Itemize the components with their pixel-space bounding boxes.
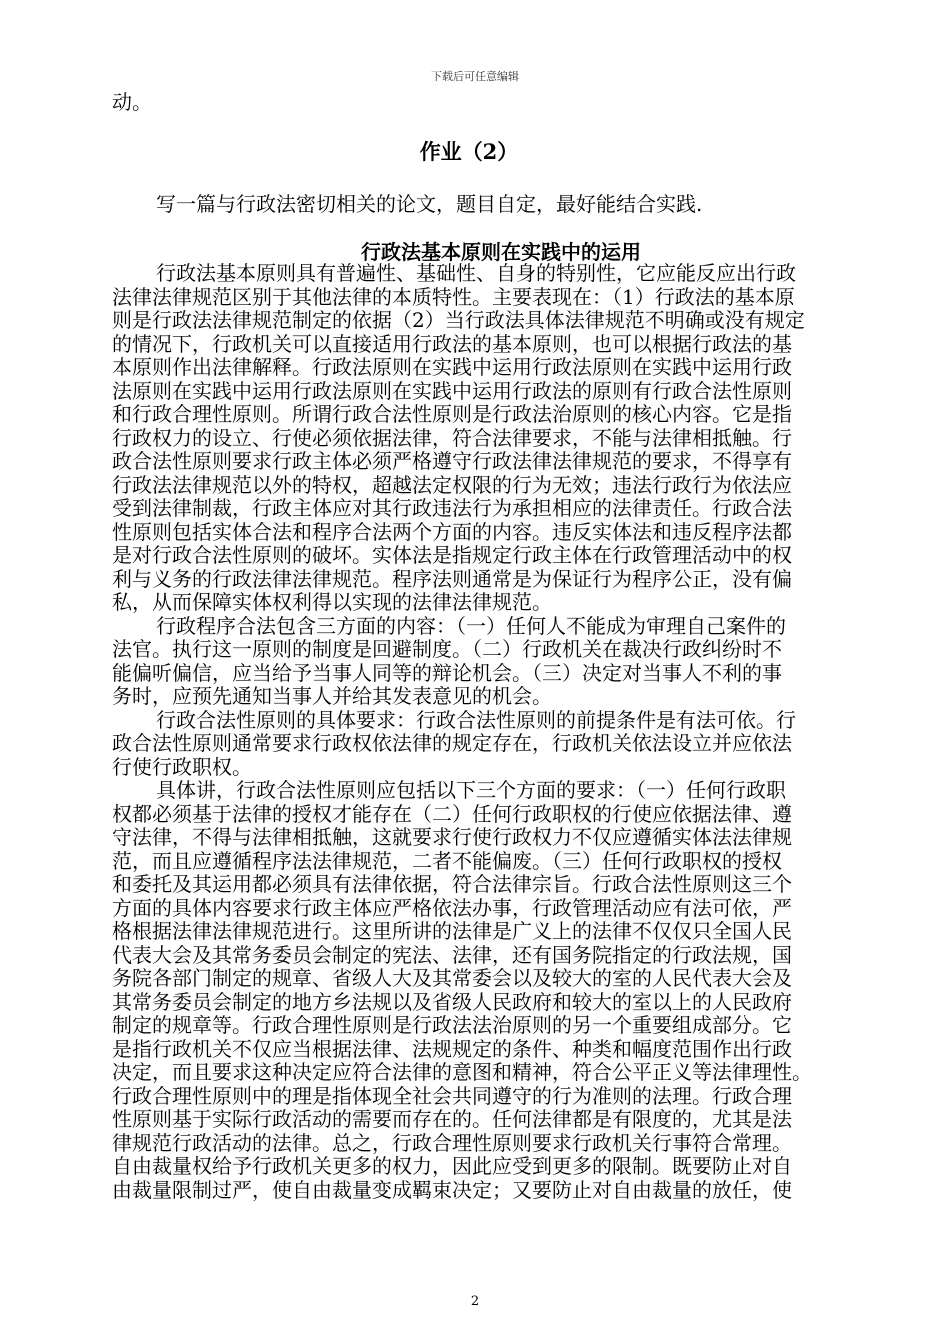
paragraph-line: 性原则包括实体合法和程序合法两个方面的内容。违反实体法和违反程序法都 — [112, 520, 792, 544]
paragraph-line: 其常务委员会制定的地方乡法规以及省级人民政府和较大的室以上的人民政府 — [112, 990, 792, 1014]
paragraph-line: 自由裁量权给予行政机关更多的权力，因此应受到更多的限制。既要防止对自 — [112, 1155, 792, 1178]
paragraph-line: 本原则作出法律解释。行政法原则在实践中运用行政法原则在实践中运用行政 — [112, 356, 792, 379]
paragraph-line: 代表大会及其常务委员会制定的宪法、法律，还有国务院指定的行政法规，国 — [112, 943, 792, 967]
paragraph-line: 是指行政机关不仅应当根据法律、法规规定的条件、种类和幅度范围作出行政 — [112, 1037, 792, 1061]
paragraph-line: 行使行政职权。 — [112, 755, 252, 779]
paragraph-line: 受到法律制裁，行政主体应对其行政违法行为承担相应的法律责任。行政合法 — [112, 497, 792, 520]
assignment-text: 写一篇与行政法密切相关的论文，题目自定，最好能结合实践. — [156, 192, 703, 216]
paragraph-line: 法官。执行这一原则的制度是回避制度。（二）行政机关在裁决行政纠纷时不 — [112, 638, 782, 661]
essay-body — [112, 262, 884, 1202]
page-number: 2 — [470, 1294, 480, 1309]
paragraph-line: 制定的规章等。行政合理性原则是行政法法治原则的另一个重要组成部分。它 — [112, 1014, 792, 1037]
paragraph-line: 私，从而保障实体权利得以实现的法律法律规范。 — [112, 591, 552, 614]
section-heading: 作业（2） — [419, 139, 519, 164]
paragraph-line: 务时，应预先通知当事人并给其发表意见的机会。 — [112, 685, 552, 708]
paragraph-line: 法律法律规范区别于其他法律的本质特性。主要表现在：（1）行政法的基本原 — [112, 285, 795, 309]
paragraph-line: 利与义务的行政法律法律规范。程序法则通常是为保证行为程序公正，没有偏 — [112, 567, 792, 591]
paragraph-line: 行政程序合法包含三方面的内容：（一）任何人不能成为审理自己案件的 — [156, 614, 786, 638]
paragraph-line: 政合法性原则通常要求行政权依法律的规定存在，行政机关依法设立并应依法 — [112, 732, 792, 755]
paragraph-line: 守法律，不得与法律相抵触，这就要求行使行政权力不仅应遵循实体法法律规 — [112, 826, 792, 849]
paragraph-line: 行政法法律规范以外的特权，超越法定权限的行为无效；违法行政行为依法应 — [112, 473, 792, 497]
paragraph-line: 范，而且应遵循程序法法律规范，二者不能偏废。（三）任何行政职权的授权 — [112, 849, 782, 873]
paragraph-line: 行政权力的设立、行使必须依据法律，符合法律要求，不能与法律相抵触。行 — [112, 426, 792, 450]
paragraph-line: 法原则在实践中运用行政法原则在实践中运用行政法的原则有行政合法性原则 — [112, 379, 792, 403]
paragraph-line: 务院各部门制定的规章、省级人大及其常委会以及较大的室的人民代表大会及 — [112, 967, 792, 990]
paragraph-line: 则是行政法法律规范制定的依据（2）当行政法具体法律规范不明确或没有规定 — [112, 309, 805, 332]
paragraph-line: 是对行政合法性原则的破坏。实体法是指规定行政主体在行政管理活动中的权 — [112, 544, 792, 567]
paragraph-line: 能偏听偏信，应当给予当事人同等的辩论机会。（三）决定对当事人不利的事 — [112, 661, 782, 685]
paragraph-line: 政合法性原则要求行政主体必须严格遵守行政法律法律规范的要求，不得享有 — [112, 450, 792, 473]
paragraph-line: 律规范行政活动的法律。总之，行政合理性原则要求行政机关行事符合常理。 — [112, 1131, 792, 1155]
paragraph-line: 和委托及其运用都必须具有法律依据，符合法律宗旨。行政合法性原则这三个 — [112, 873, 792, 896]
paragraph-line: 具体讲，行政合法性原则应包括以下三个方面的要求：（一）任何行政职 — [156, 779, 786, 802]
paragraph-line: 行政合理性原则中的理是指体现全社会共同遵守的行为准则的法理。行政合理 — [112, 1084, 792, 1108]
paragraph-line: 行政合法性原则的具体要求：行政合法性原则的前提条件是有法可依。行 — [156, 708, 796, 732]
essay-title: 行政法基本原则在实践中的运用 — [361, 240, 641, 264]
paragraph-line: 权都必须基于法律的授权才能存在（二）任何行政职权的行使应依据法律、遵 — [112, 802, 792, 826]
paragraph-line: 格根据法律法律规范进行。这里所讲的法律是广义上的法律不仅仅只全国人民 — [112, 920, 792, 943]
paragraph-line: 的情况下，行政机关可以直接适用行政法的基本原则，也可以根据行政法的基 — [112, 332, 792, 356]
paragraph-line: 性原则基于实际行政活动的需要而存在的。任何法律都是有限度的，尤其是法 — [112, 1108, 792, 1131]
paragraph-line: 方面的具体内容要求行政主体应严格依法办事，行政管理活动应有法可依，严 — [112, 896, 792, 920]
top-fragment: 动。 — [112, 90, 152, 114]
paragraph-line: 和行政合理性原则。所谓行政合法性原则是行政法治原则的核心内容。它是指 — [112, 403, 792, 426]
paragraph-line: 决定，而且要求这种决定应符合法律的意图和精神，符合公平正义等法律理性。 — [112, 1061, 812, 1084]
paragraph-line: 行政法基本原则具有普遍性、基础性、自身的特别性，它应能反应出行政 — [156, 262, 796, 285]
page-header: 下载后可任意编辑 — [431, 70, 519, 83]
paragraph-line: 由裁量限制过严，使自由裁量变成羁束决定；又要防止对自由裁量的放任，使 — [112, 1178, 792, 1202]
